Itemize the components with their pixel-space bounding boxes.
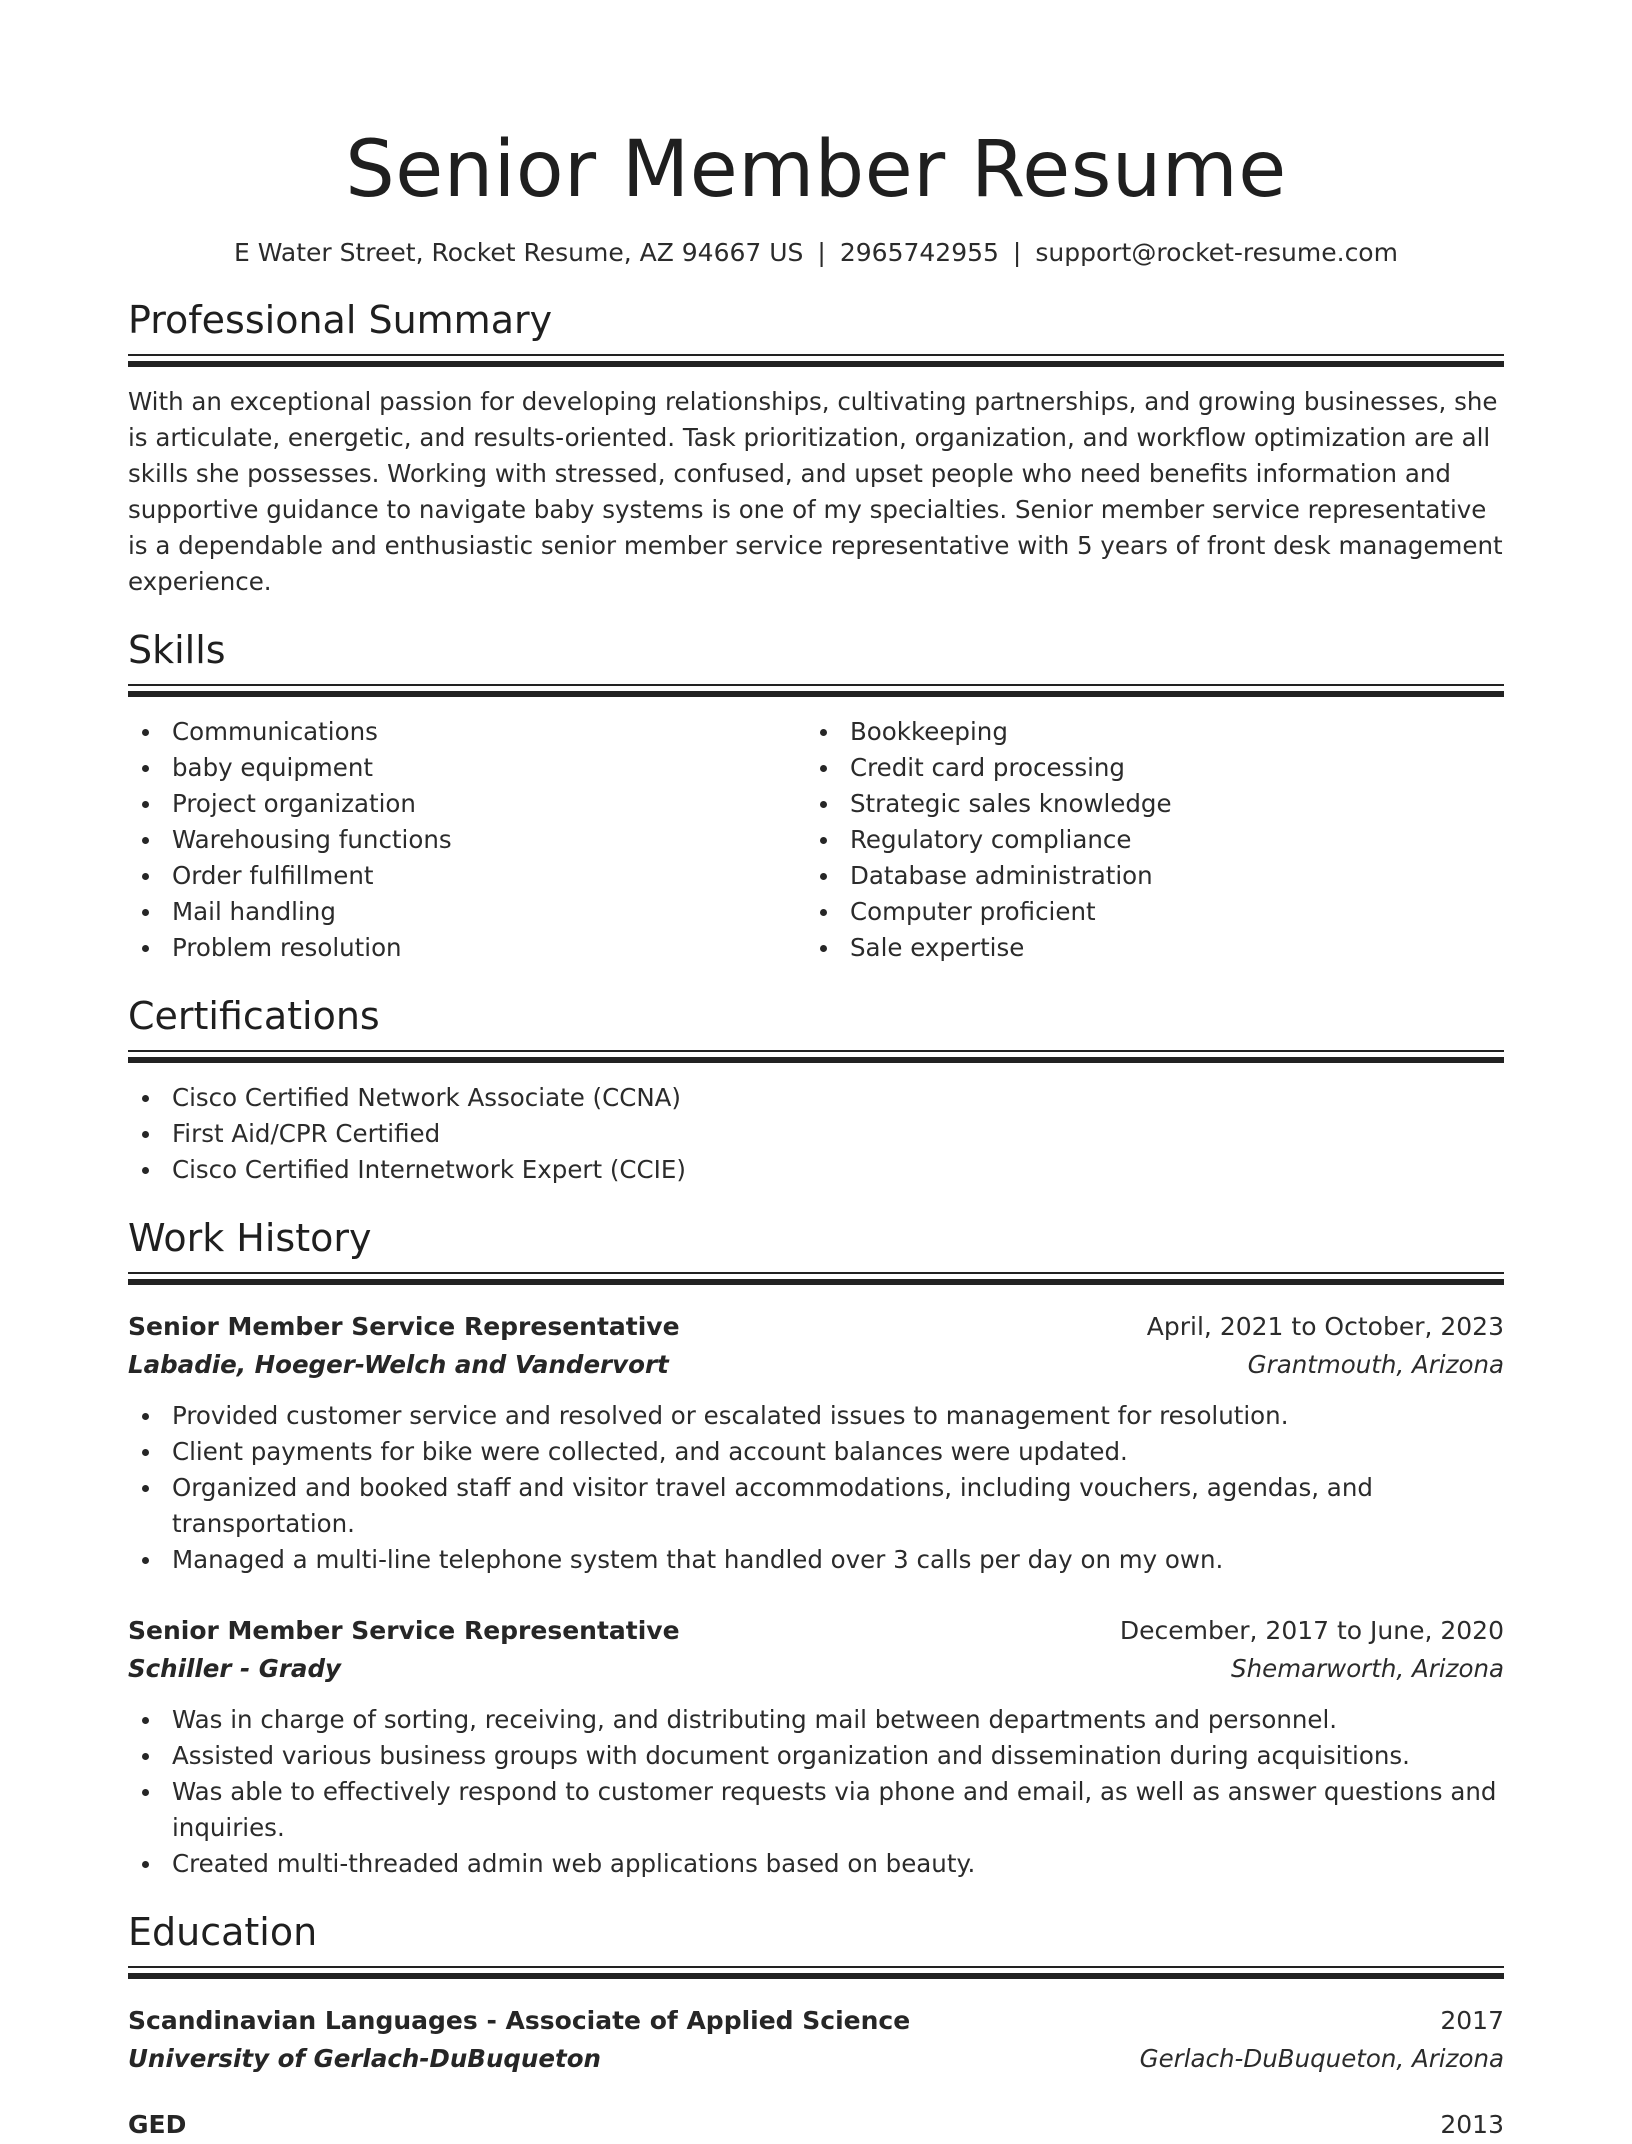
job-entry	[128, 1612, 1504, 1882]
section-divider	[128, 684, 1504, 698]
education-degree: Scandinavian Languages - Associate of Applied Science	[128, 2006, 911, 2035]
job-dates: December, 2017 to June, 2020	[1119, 1616, 1504, 1645]
skill-item: Database administration	[806, 858, 1484, 894]
education-location: Gerlach-DuBuqueton, Arizona	[1139, 2044, 1504, 2073]
job-bullet: Provided customer service and resolved or escalated issues to management for resolution.	[128, 1398, 1504, 1434]
contact-address: E Water Street, Rocket Resume, AZ 94667 US	[234, 238, 804, 267]
job-bullet: Was able to effectively respond to customer requests via phone and email, as well as answer questions and inquiries.	[128, 1774, 1504, 1846]
education-year: 2017	[1440, 2006, 1504, 2035]
job-bullets	[128, 1702, 1504, 1882]
contact-line	[128, 236, 1504, 270]
education-section	[128, 1908, 1504, 2144]
job-company: Schiller - Grady	[128, 1654, 341, 1683]
job-bullet: Managed a multi-line telephone system that handled over 3 calls per day on my own.	[128, 1542, 1504, 1578]
job-bullet: Organized and booked staff and visitor travel accommodations, including vouchers, agendas, and transportation.	[128, 1470, 1504, 1542]
skill-item: Problem resolution	[128, 930, 806, 966]
job-title: Senior Member Service Representative	[128, 1312, 680, 1341]
skills-column-left	[128, 714, 806, 966]
skills-grid	[128, 714, 1504, 966]
skills-section	[128, 626, 1504, 966]
skill-item: Bookkeeping	[806, 714, 1484, 750]
job-bullet: Created multi-threaded admin web applications based on beauty.	[128, 1846, 1504, 1882]
section-title-education: Education	[128, 1910, 318, 1954]
job-bullet: Client payments for bike were collected, and account balances were updated.	[128, 1434, 1504, 1470]
resume-name: Senior Member Resume	[345, 125, 1287, 215]
certification-item: Cisco Certified Network Associate (CCNA)	[128, 1080, 1504, 1116]
section-title-work-history: Work History	[128, 1216, 372, 1260]
skill-item: Regulatory compliance	[806, 822, 1484, 858]
skill-item: Sale expertise	[806, 930, 1484, 966]
education-entry	[128, 2002, 1504, 2078]
skill-item: Computer proficient	[806, 894, 1484, 930]
education-school: University of Gerlach-DuBuqueton	[128, 2044, 601, 2073]
job-company: Labadie, Hoeger-Welch and Vandervort	[128, 1350, 669, 1379]
job-header-row	[128, 1612, 1504, 1650]
skills-column-right	[806, 714, 1484, 966]
certification-item: Cisco Certified Internetwork Expert (CCIE)	[128, 1152, 1504, 1188]
job-entry	[128, 1308, 1504, 1578]
section-title-skills: Skills	[128, 628, 226, 672]
job-location: Shemarworth, Arizona	[1231, 1654, 1504, 1683]
skill-item: Project organization	[128, 786, 806, 822]
skill-item: Communications	[128, 714, 806, 750]
job-company-row	[128, 1346, 1504, 1384]
job-header-row	[128, 1308, 1504, 1346]
job-bullet: Was in charge of sorting, receiving, and distributing mail between departments and personnel.	[128, 1702, 1504, 1738]
section-title-summary: Professional Summary	[128, 298, 553, 342]
skill-item: baby equipment	[128, 750, 806, 786]
certifications-list	[128, 1080, 1504, 1188]
job-bullets	[128, 1398, 1504, 1578]
contact-email: support@rocket-resume.com	[1035, 238, 1398, 267]
education-header-row	[128, 2002, 1504, 2040]
contact-separator: |	[1012, 238, 1022, 267]
section-divider	[128, 1050, 1504, 1064]
contact-phone: 2965742955	[839, 238, 999, 267]
skill-item: Credit card processing	[806, 750, 1484, 786]
certification-item: First Aid/CPR Certified	[128, 1116, 1504, 1152]
job-title: Senior Member Service Representative	[128, 1616, 680, 1645]
contact-separator: |	[817, 238, 826, 267]
job-company-row	[128, 1650, 1504, 1688]
summary-section	[128, 296, 1504, 600]
work-history-section	[128, 1214, 1504, 1882]
skill-item: Warehousing functions	[128, 822, 806, 858]
education-school-row	[128, 2040, 1504, 2078]
certifications-section	[128, 992, 1504, 1188]
skill-item: Strategic sales knowledge	[806, 786, 1484, 822]
education-year: 2013	[1440, 2110, 1504, 2139]
job-location: Grantmouth, Arizona	[1247, 1350, 1504, 1379]
job-bullet: Assisted various business groups with document organization and dissemination during acquisitions.	[128, 1738, 1504, 1774]
summary-text: With an exceptional passion for developing relationships, cultivating partnerships, and growing businesses, she is articulate, energetic, and results-oriented. Task prioritization, organization, and workflow optimization are all skills she possesses. Working with stressed, confused, and upset people who need benefits information and supportive guidance to navigate baby systems is one of my specialties. Senior member service representative is a dependable and enthusiastic senior member service representative with 5 years of front desk management experience.	[128, 387, 1503, 596]
section-divider	[128, 1272, 1504, 1286]
skill-item: Mail handling	[128, 894, 806, 930]
skill-item: Order fulfillment	[128, 858, 806, 894]
job-dates: April, 2021 to October, 2023	[1146, 1312, 1504, 1341]
section-divider	[128, 354, 1504, 368]
education-degree: GED	[128, 2110, 187, 2139]
resume-page	[128, 0, 1504, 2144]
section-title-certifications: Certifications	[128, 994, 380, 1038]
section-divider	[128, 1966, 1504, 1980]
